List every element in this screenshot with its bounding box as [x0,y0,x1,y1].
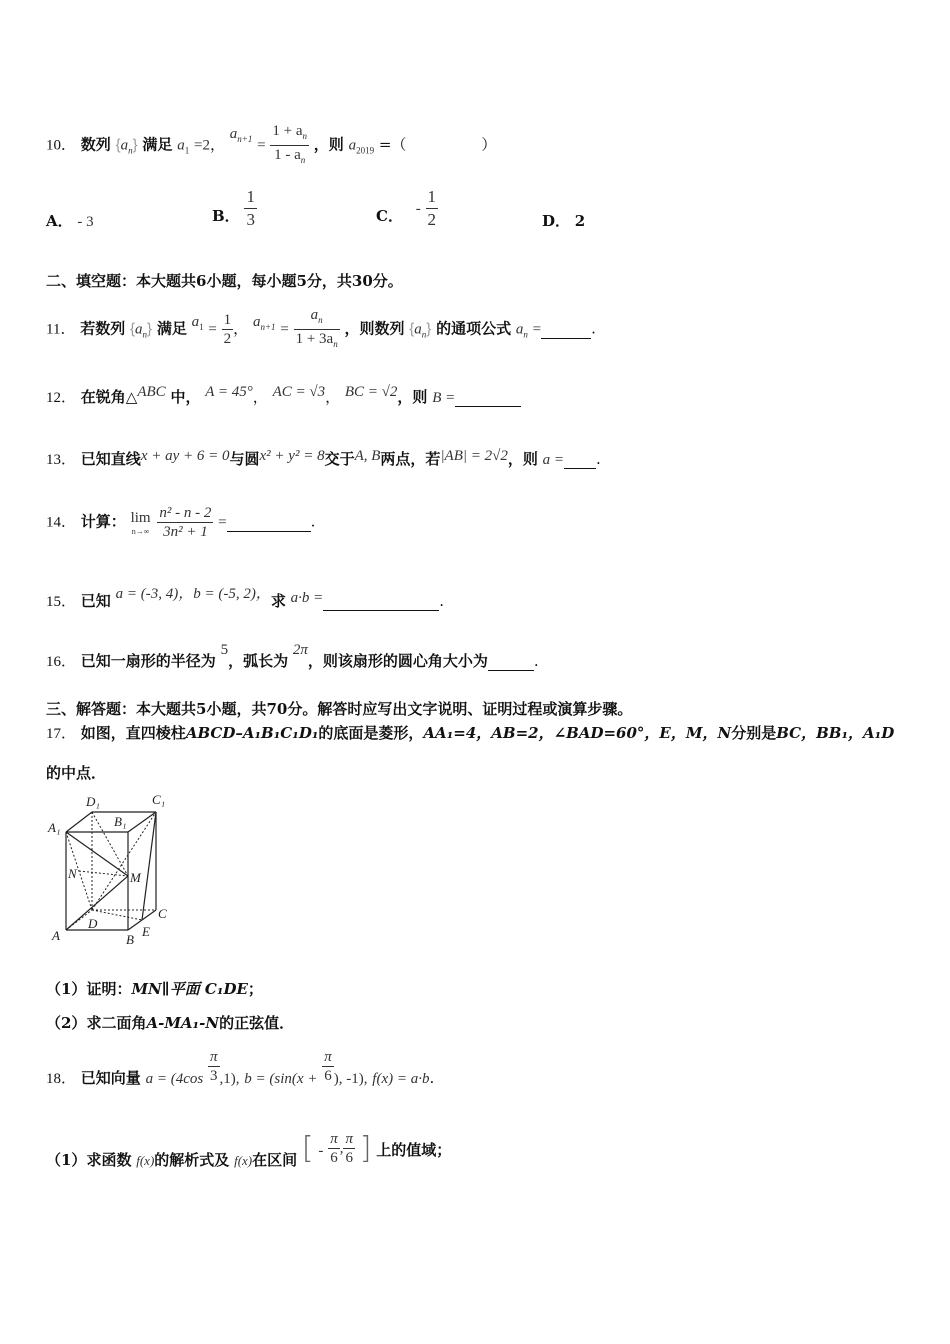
label-c1: C₁ [152,792,166,807]
edge-c1e [142,812,156,920]
frac-top: 1 [223,312,232,328]
q11-text: 的通项公式 [436,319,512,338]
q17-stem-cont: 的中点． [46,764,107,782]
section-heading-solve: 三、解答题：本大题共5小题，共70分。解答时应写出文字说明、证明过程或演算步骤。 [46,700,633,718]
math-expr: a = (4cos [145,1070,204,1087]
math-var: a [252,313,261,330]
q14-text: 计算： [80,512,126,531]
part-text: 的解析式及 [154,1150,230,1169]
math-expr: A, B [354,448,381,464]
fraction [157,504,213,541]
answer-blank[interactable] [227,513,311,532]
q11-text: 满足 [156,319,187,338]
label-m: M [130,870,141,885]
question-number: 12． [46,390,77,406]
bracket-left: [ [301,1131,314,1166]
math-var: a [515,321,524,338]
option-label: D． [542,212,571,230]
frac-top: π [345,1131,353,1147]
math-var: a [348,137,357,154]
q16-text: 已知一扇形的半径为 [80,652,216,670]
frac-top: 1 [244,186,257,209]
math-sub: n+1 [260,321,276,332]
frac-bot: 6 [324,1068,332,1084]
question-number: 14． [46,514,77,531]
q12-text: 在锐角△ [80,388,138,406]
option-label: B． [212,206,240,225]
brace: { [115,136,121,154]
math-expr: f(x) [136,1152,155,1168]
lim-sub: n→∞ [131,526,150,536]
bracket-right: ] [359,1131,372,1166]
punct: . [429,1068,435,1087]
option-label: A． [46,212,73,230]
punct: . [591,319,596,338]
frac-bot: 2 [223,331,232,347]
label-b1: B₁ [114,814,127,829]
part-label: （1） [46,1150,87,1169]
fraction [222,311,234,348]
option-sign: - [415,200,421,217]
q13-text: 两点，若 [380,450,441,468]
frac-bot: 3 [210,1068,218,1084]
fraction [322,1048,334,1085]
math-expr: A-MA₁-N [146,1014,220,1032]
option-b[interactable] [212,186,257,231]
answer-blank[interactable] [323,592,439,611]
q15-text: 求 [270,592,286,610]
q10-stem: 10． 数列 $\{a_n\}$ 满足 $a_1 =2$， $a_{n+1}$ = $\frac{1 + a_n}{1 - a_n}$ ，则 $a_{2019}$ =（ ） [46,122,496,169]
frac-bot: 1 - a [274,147,301,163]
part-text: 求二面角 [86,1014,147,1032]
math-expr: B = [432,390,456,406]
label-a1: A₁ [48,820,61,835]
fraction: $\frac{1 + a_n}{1 - a_n}$ [272,123,307,165]
fraction [208,1048,220,1085]
edge-nm [79,871,128,876]
q13-text: 交于 [324,450,355,468]
math-expr: a·b = [290,590,324,606]
punct: 的正弦值． [219,1014,295,1032]
part-text: 证明： [86,980,132,998]
math-expr: x² + y² = 8 [259,448,325,464]
math-expr: ABCD–A₁B₁C₁D₁ [185,724,319,742]
label-b: B [126,932,134,947]
math-eq: = [208,321,217,338]
math-expr: x + ay + 6 = 0 [140,448,230,464]
option-d[interactable] [542,210,585,231]
frac-bot: 1 + 3a [295,331,334,347]
label-d: D [88,916,98,931]
option-label: C． [376,206,403,225]
label-e: E [142,924,150,939]
minus-sign: - [318,1142,324,1159]
edge-a1d1 [66,812,92,832]
math-value: 5 [220,642,229,658]
punct: . [310,512,316,531]
question-number: 11． [46,321,76,338]
math-eq: = [218,514,227,531]
part-text: 上的值域； [376,1140,452,1159]
part-text: 在区间 [252,1150,298,1169]
frac-top: π [210,1049,218,1065]
part-label: （2） [46,1014,87,1032]
frac-bot: 3n² + 1 [163,524,208,540]
q17-text: 如图，直四棱柱 [80,724,186,742]
math-sub: 2019 [356,145,375,156]
question-number: 10． [46,137,77,154]
answer-blank[interactable] [541,320,591,339]
math-var: a [120,137,129,154]
answer-blank[interactable] [564,450,596,469]
punct: . [439,592,445,610]
math-expr: ), -1), [333,1070,368,1087]
prism-figure [46,790,176,950]
math-eq: = [280,321,289,338]
fraction: $\frac{a_n}{1 + 3a_n}$ [295,307,338,349]
q16-text: ，弧长为 [228,652,289,670]
math-expr: MN∥平面 C₁DE [131,980,248,998]
q15-text: 已知 [80,592,111,610]
q10-text: ，则 [313,135,344,154]
question-number: 15． [46,594,77,610]
math-expr: ,1), [219,1070,240,1087]
frac-bot: 6 [345,1150,353,1166]
math-eq: = [532,321,542,338]
frac-top: π [330,1131,338,1147]
q13-text: 与圆 [229,450,260,468]
math-expr: a = (-3, 4)，b = (-5, 2)， [115,586,271,602]
frac-top: a [310,307,319,323]
part-label: （1） [46,980,87,998]
q12-text: ，则 [397,388,428,406]
math-expr: AA₁=4，AB=2，∠BAD=60°，E，M，N [423,724,732,742]
q11-text: 若数列 [80,319,126,338]
frac-top: π [324,1049,332,1065]
frac-top: n² - n - 2 [159,505,212,521]
q12-text: 中， [170,388,201,406]
math-expr: A = 45° [205,384,253,400]
math-expr: BC，BB₁，A₁D [776,724,895,742]
frac-bot: 2 [427,210,437,229]
frac-bot: 6 [330,1150,338,1166]
edge-b1c1 [128,812,156,832]
option-value: 2 [574,212,586,230]
label-d1: D₁ [86,794,100,809]
math-var: a [191,313,200,330]
math-var: a [229,125,238,142]
edge-de [92,910,142,920]
answer-blank[interactable] [488,652,534,671]
question-number: 13． [46,452,77,468]
punct: . [533,652,539,670]
math-expr: BC = √2 [344,384,398,400]
q11-text: ，则数列 [344,319,405,338]
q17-part2 [46,1012,294,1033]
lim: lim [130,509,151,526]
q14-stem [46,504,315,541]
fraction [343,1130,355,1167]
punct: ； [247,980,263,998]
option-c[interactable] [376,186,438,231]
limit-operator [131,509,151,537]
q18-part1 [46,1130,451,1167]
comma: , [339,1140,344,1157]
q15-stem [46,586,445,611]
math-expr: |AB| = 2√2 [440,448,508,464]
option-value: - 3 [77,214,94,230]
answer-bracket: =（ ） [378,135,497,154]
q17-text: 分别是 [731,724,777,742]
q10-text: 满足 [142,135,173,154]
label-c: C [158,906,167,921]
frac-top: 1 [426,186,439,209]
math-expr: f(x) [234,1152,253,1168]
q16-text: ，则该扇形的圆心角大小为 [307,652,488,670]
q17-text: 的底面是菱形， [318,724,424,742]
brace: } [132,136,138,154]
q17-stem [46,722,894,743]
punct: ， [209,135,225,154]
math-expr: f(x) = a·b [372,1070,430,1087]
q13-text: 已知直线 [80,450,141,468]
q18-stem [46,1048,434,1085]
answer-blank[interactable] [455,388,521,407]
frac-bot: 3 [246,210,255,229]
question-number: 18． [46,1070,77,1087]
label-a: A [52,928,60,943]
punct: . [596,450,601,468]
fraction [244,186,257,231]
math-expr: b = (sin(x + [244,1070,318,1087]
q18-text: 已知向量 [80,1068,141,1087]
math-expr: AC = √3 [272,384,326,400]
frac-top: 1 + a [272,123,303,139]
math-eq: = [257,137,266,154]
math-value: 2π [292,642,308,658]
fraction [328,1130,340,1167]
math-expr: ABC [137,384,166,400]
q13-text: ，则 [507,450,538,468]
q10-text: 数列 [80,135,111,154]
section-heading-fill-in: 二、填空题：本大题共6小题，每小题5分，共30分。 [46,272,403,290]
q11-stem: 11． 若数列 $\{a_n\}$ 满足 $a_1$ = $\frac{1}{2}$ ， $a_{n+1}$ = $\frac{a_n}{1 + 3a_n}$ ，则数列 $\{a_n\}$ 的通项公式 $a_n$ = . [46,306,596,353]
q17-part1 [46,978,263,999]
q12-stem: 12． 在锐角△ABC 中， A = 45°， AC = √3， BC = √2，则 B = [46,386,521,407]
math-expr: a = [542,452,565,468]
question-number: 16． [46,654,77,670]
q16-stem [46,642,539,671]
math-value: =2 [193,137,210,154]
label-n: N [68,866,77,881]
math-var: a [177,137,185,154]
question-number: 17． [46,726,77,742]
option-a[interactable] [46,210,94,231]
math-sub: n+1 [237,133,253,144]
q13-stem [46,448,601,469]
fraction [426,186,439,231]
part-text: 求函数 [86,1150,132,1169]
